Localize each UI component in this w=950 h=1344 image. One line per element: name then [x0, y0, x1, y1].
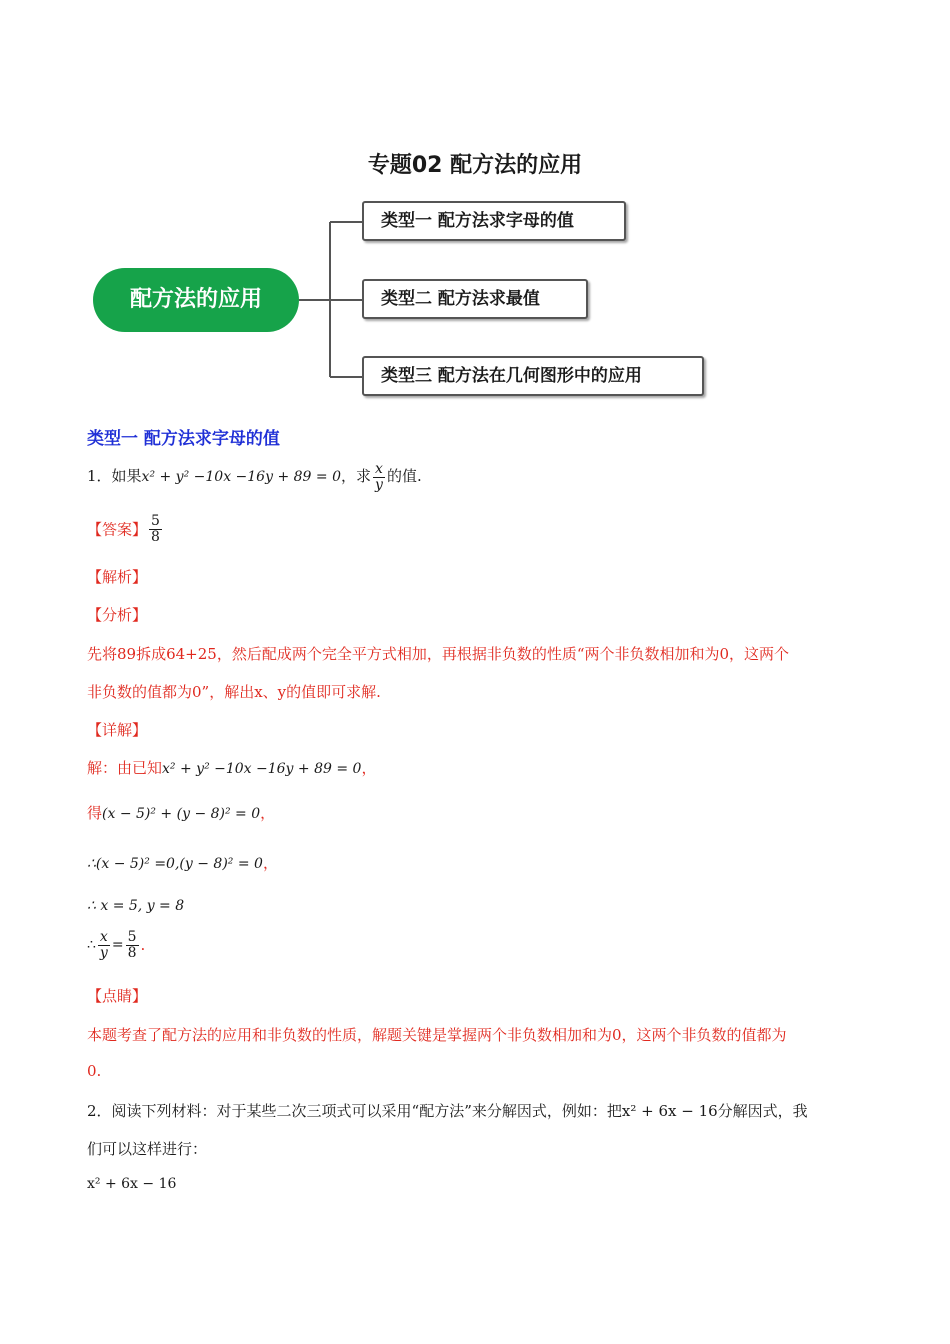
answer-row	[87, 514, 164, 544]
question-2-line-2: 们可以这样进行：	[87, 1140, 208, 1158]
step-5-pre: ∴	[87, 937, 96, 954]
step-2-end: ，	[260, 804, 276, 822]
step-5-num-1: x	[98, 930, 110, 946]
dianjing-label: 【点睛】	[87, 987, 148, 1005]
step-5-num-2: 5	[127, 929, 137, 945]
step-2-math: (x − 5)² + (y − 8)² = 0	[102, 806, 261, 822]
step-5	[87, 930, 145, 960]
page-title: 专题02 配方法的应用	[367, 153, 583, 178]
q1-frac-den: y	[375, 476, 383, 493]
detail-label: 【详解】	[87, 721, 148, 739]
fenxi-line-2: 非负数的值都为0”，解出x、y的值即可求解.	[87, 683, 381, 701]
step-1-math: x² + y² −10x −16y + 89 = 0	[162, 761, 362, 777]
step-5-eq: =	[111, 937, 124, 954]
step-5-end: .	[140, 936, 146, 955]
step-5-frac-1	[98, 930, 110, 960]
analysis-label: 【解析】	[87, 568, 148, 586]
question-2-line-1: 2．阅读下列材料：对于某些二次三项式可以采用“配方法”来分解因式，例如：把x² + 6x − 16分解因式，我	[87, 1102, 808, 1120]
step-2	[87, 802, 275, 823]
step-1-end: ，	[361, 759, 377, 777]
step-5-frac-2	[126, 930, 139, 960]
step-4	[87, 896, 184, 914]
dianjing-line-2: 0.	[87, 1062, 102, 1080]
answer-den: 8	[151, 528, 160, 545]
mindmap-branch-2: 类型二 配方法求最值	[362, 279, 588, 319]
step-1-text: 解：由已知	[87, 759, 163, 777]
step-1	[87, 757, 376, 778]
mindmap-root: 配方法的应用	[93, 268, 299, 332]
step-2-text: 得	[87, 804, 103, 822]
step-4-math: ∴ x = 5, y = 8	[87, 898, 185, 914]
answer-num: 5	[151, 513, 160, 529]
q1-fraction	[373, 462, 385, 492]
dianjing-line-1: 本题考查了配方法的应用和非负数的性质，解题关键是掌握两个非负数相加和为0，这两个非负数的值都为	[87, 1026, 787, 1044]
q1-suffix: 的值.	[386, 467, 422, 486]
q1-prefix: 1．如果	[87, 467, 142, 486]
q1-frac-num: x	[373, 462, 385, 478]
mindmap-branch-3: 类型三 配方法在几何图形中的应用	[362, 356, 704, 396]
step-5-den-1: y	[99, 944, 108, 961]
fenxi-line-1: 先将89拆成64+25，然后配成两个完全平方式相加，再根据非负数的性质“两个非负数相加和为0，这两个	[87, 645, 790, 663]
answer-fraction	[149, 514, 162, 544]
answer-label: 【答案】	[87, 520, 148, 539]
question-1	[87, 462, 422, 492]
q1-equation: x² + y² −10x −16y + 89 = 0	[141, 469, 341, 486]
q1-mid: ，求	[341, 467, 372, 486]
step-3	[87, 852, 278, 873]
question-2-expression: x² + 6x − 16	[87, 1176, 177, 1192]
fenxi-label: 【分析】	[87, 606, 148, 624]
step-3-math: ∴(x − 5)² =0,(y − 8)² = 0	[87, 856, 263, 872]
step-5-den-2: 8	[127, 944, 137, 961]
section-heading: 类型一 配方法求字母的值	[87, 429, 280, 449]
mindmap-branch-1: 类型一 配方法求字母的值	[362, 201, 626, 241]
step-3-end: ，	[262, 854, 278, 872]
